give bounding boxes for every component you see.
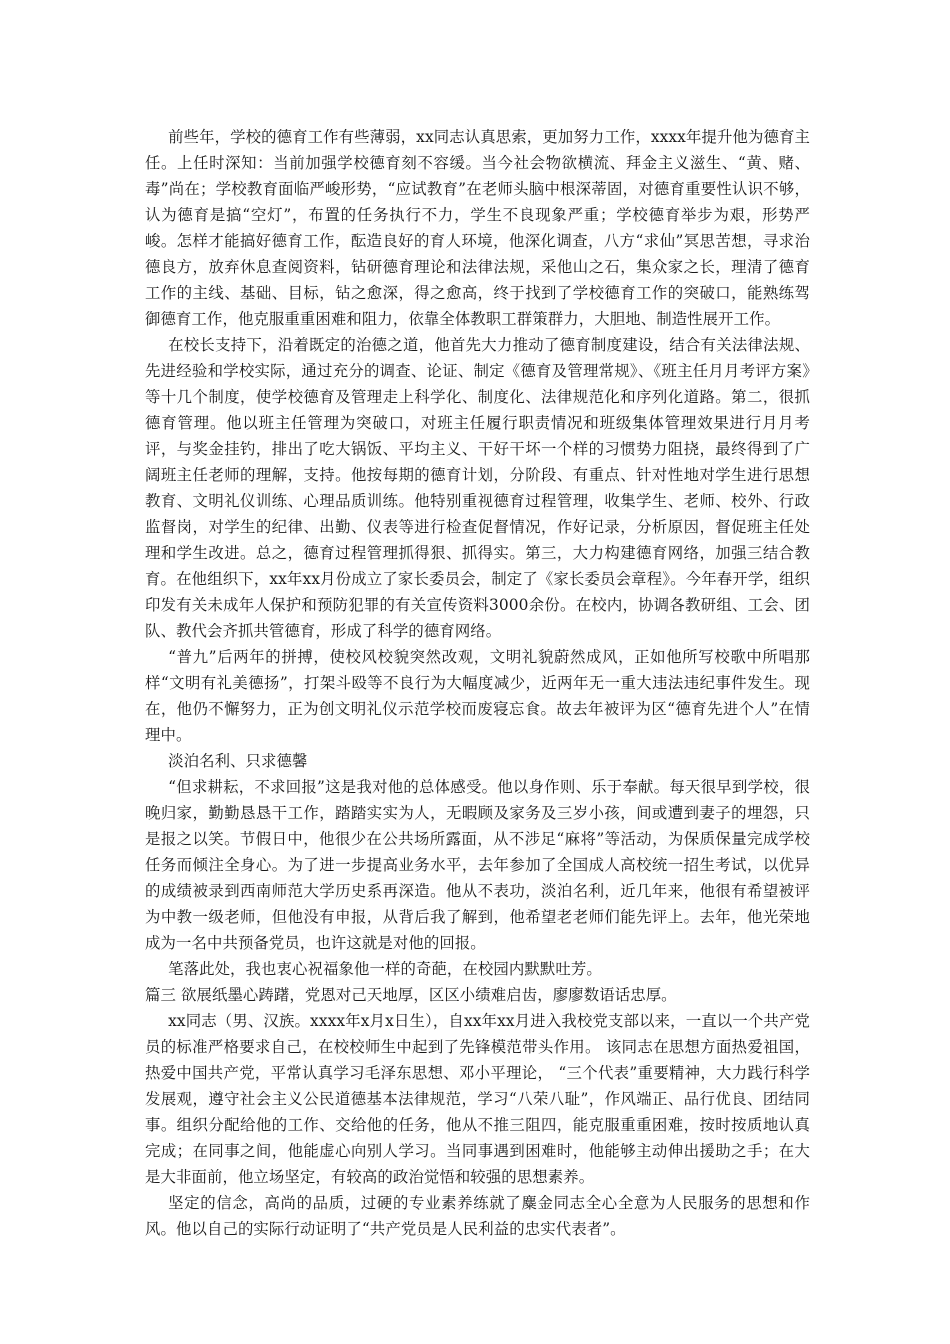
paragraph-intro-work: 前些年，学校的德育工作有些薄弱，xx同志认真思索，更加努力工作，xxxx年提升他为德育主任。上任时深知：当前加强学校德育刻不容缓。当今社会物欲横流、拜金主义滋生、“黄、赌、毒”尚在；学校教育面临严峻形势，“应试教育”在老师头脑中根深蒂固，对德育重要性认识不够，认为德育是搞“空灯”，布置的任务执行不力，学生不良现象严重；学校德育举步为艰，形势严峻。怎样才能搞好德育工作，酝造良好的育人环境，他深化调查，八方“求仙”冥思苦想，寻求治德良方，放弃休息查阅资料，钻研德育理论和法律法规，采他山之石，集众家之长，理清了德育工作的主线、基础、目标，钻之愈深，得之愈高，终于找到了学校德育工作的突破口，能熟练驾御德育工作，他克服重重困难和阻力，依靠全体教职工群策群力，大胆地、制造性展开工作。 [145, 128, 810, 328]
section-heading-part-three: 篇三 欲展纸墨心踌躇，党恩对己天地厚，区区小绩难启齿，廖廖数语话忠厚。 [145, 986, 677, 1004]
paragraph-conviction: 坚定的信念，高尚的品质，过硬的专业素养练就了麋金同志全心全意为人民服务的思想和作风。他以自己的实际行动证明了“共产党员是人民利益的忠实代表者”。 [145, 1194, 810, 1238]
section-heading-indifferent-to-fame: 淡泊名利、只求德馨 [168, 752, 308, 770]
paragraph-dedication: “但求耕耘，不求回报”这是我对他的总体感受。他以身作则、乐于奉献。每天很早到学校，很晚归家，勤勤恳恳干工作，踏踏实实为人，无暇顾及家务及三岁小孩，间或遭到妻子的埋怨，只是报之以笑。节假日中，他很少在公共场所露面，从不涉足“麻将”等活动，为保质保量完成学校任务而倾注全身心。为了进一步提高业务水平，去年参加了全国成人高校统一招生考试，以优异的成绩被录到西南师范大学历史系再深造。他从不表功，淡泊名利，近几年来，他很有希望被评为中教一级老师，但他没有申报，从背后我了解到，他希望老老师们能先评上。去年，他光荣地成为一名中共预备党员，也许这就是对他的回报。 [145, 778, 810, 952]
document-body [145, 124, 810, 1242]
paragraph-closing-wish: 笔落此处，我也衷心祝福象他一样的奇葩，在校园内默默吐芳。 [168, 960, 602, 978]
paragraph-party-member-profile: xx同志（男、汉族。xxxx年x月x日生），自xx年xx月进入我校党支部以来，一直以一个共产党员的标准严格要求自己，在校校师生中起到了先锋模范带头作用。 该同志在思想方面热爱祖国，热爱中国共产党，平常认真学习毛泽东思想、邓小平理论， “三个代表”重要精神，大力践行科学发展观，遵守社会主义公民道德基本法律规范，学习“八荣八耻”，作风端正、品行优良、团结同事。组织分配给他的工作、交给他的任务，他从不推三阻四，能克服重重困难，按时按质地认真完成；在同事之间，他能虚心向别人学习。当同事遇到困难时，他能够主动伸出援助之手；在大是大非面前，他立场坚定，有较高的政治觉悟和较强的思想素养。 [145, 1012, 810, 1186]
paragraph-school-transformation: “普九”后两年的拼搏，使校风校貌突然改观，文明礼貌蔚然成风，正如他所写校歌中所唱那样“文明有礼美德扬”，打架斗殴等不良行为大幅度减少，近两年无一重大违法违纪事件发生。现在，他仍不懈努力，正为创文明礼仪示范学校而废寝忘食。故去年被评为区“德育先进个人”在情理中。 [145, 648, 810, 744]
paragraph-system-building: 在校长支持下，沿着既定的治德之道，他首先大力推动了德育制度建设，结合有关法律法规、先进经验和学校实际，通过充分的调查、论证、制定《德育及管理常规》、《班主任月月考评方案》等十几个制度，使学校德育及管理走上科学化、制度化、法律规范化和序列化道路。第二，很抓德育管理。他以班主任管理为突破口，对班主任履行职责情况和班级集体管理效果进行月月考评，与奖金挂钓，排出了吃大锅饭、平均主义、干好干坏一个样的习惯势力阻挠，最终得到了广阔班主任老师的理解，支持。他按每期的德育计划，分阶段、有重点、针对性地对学生进行思想教育、文明礼仪训练、心理品质训练。他特别重视德育过程管理，收集学生、老师、校外、行政监督岗，对学生的纪律、出勤、仪表等进行检查促督情况，作好记录，分析原因，督促班主任处理和学生改进。总之，德育过程管理抓得狠、抓得实。第三，大力构建德育网络，加强三结合教育。在他组织下，xx年xx月份成立了家长委员会，制定了《家长委员会章程》。今年春开学，组织印发有关未成年人保护和预防犯罪的有关宣传资料3000余份。在校内，协调各教研组、工会、团队、教代会齐抓共管德育，形成了科学的德育网络。 [145, 336, 810, 640]
